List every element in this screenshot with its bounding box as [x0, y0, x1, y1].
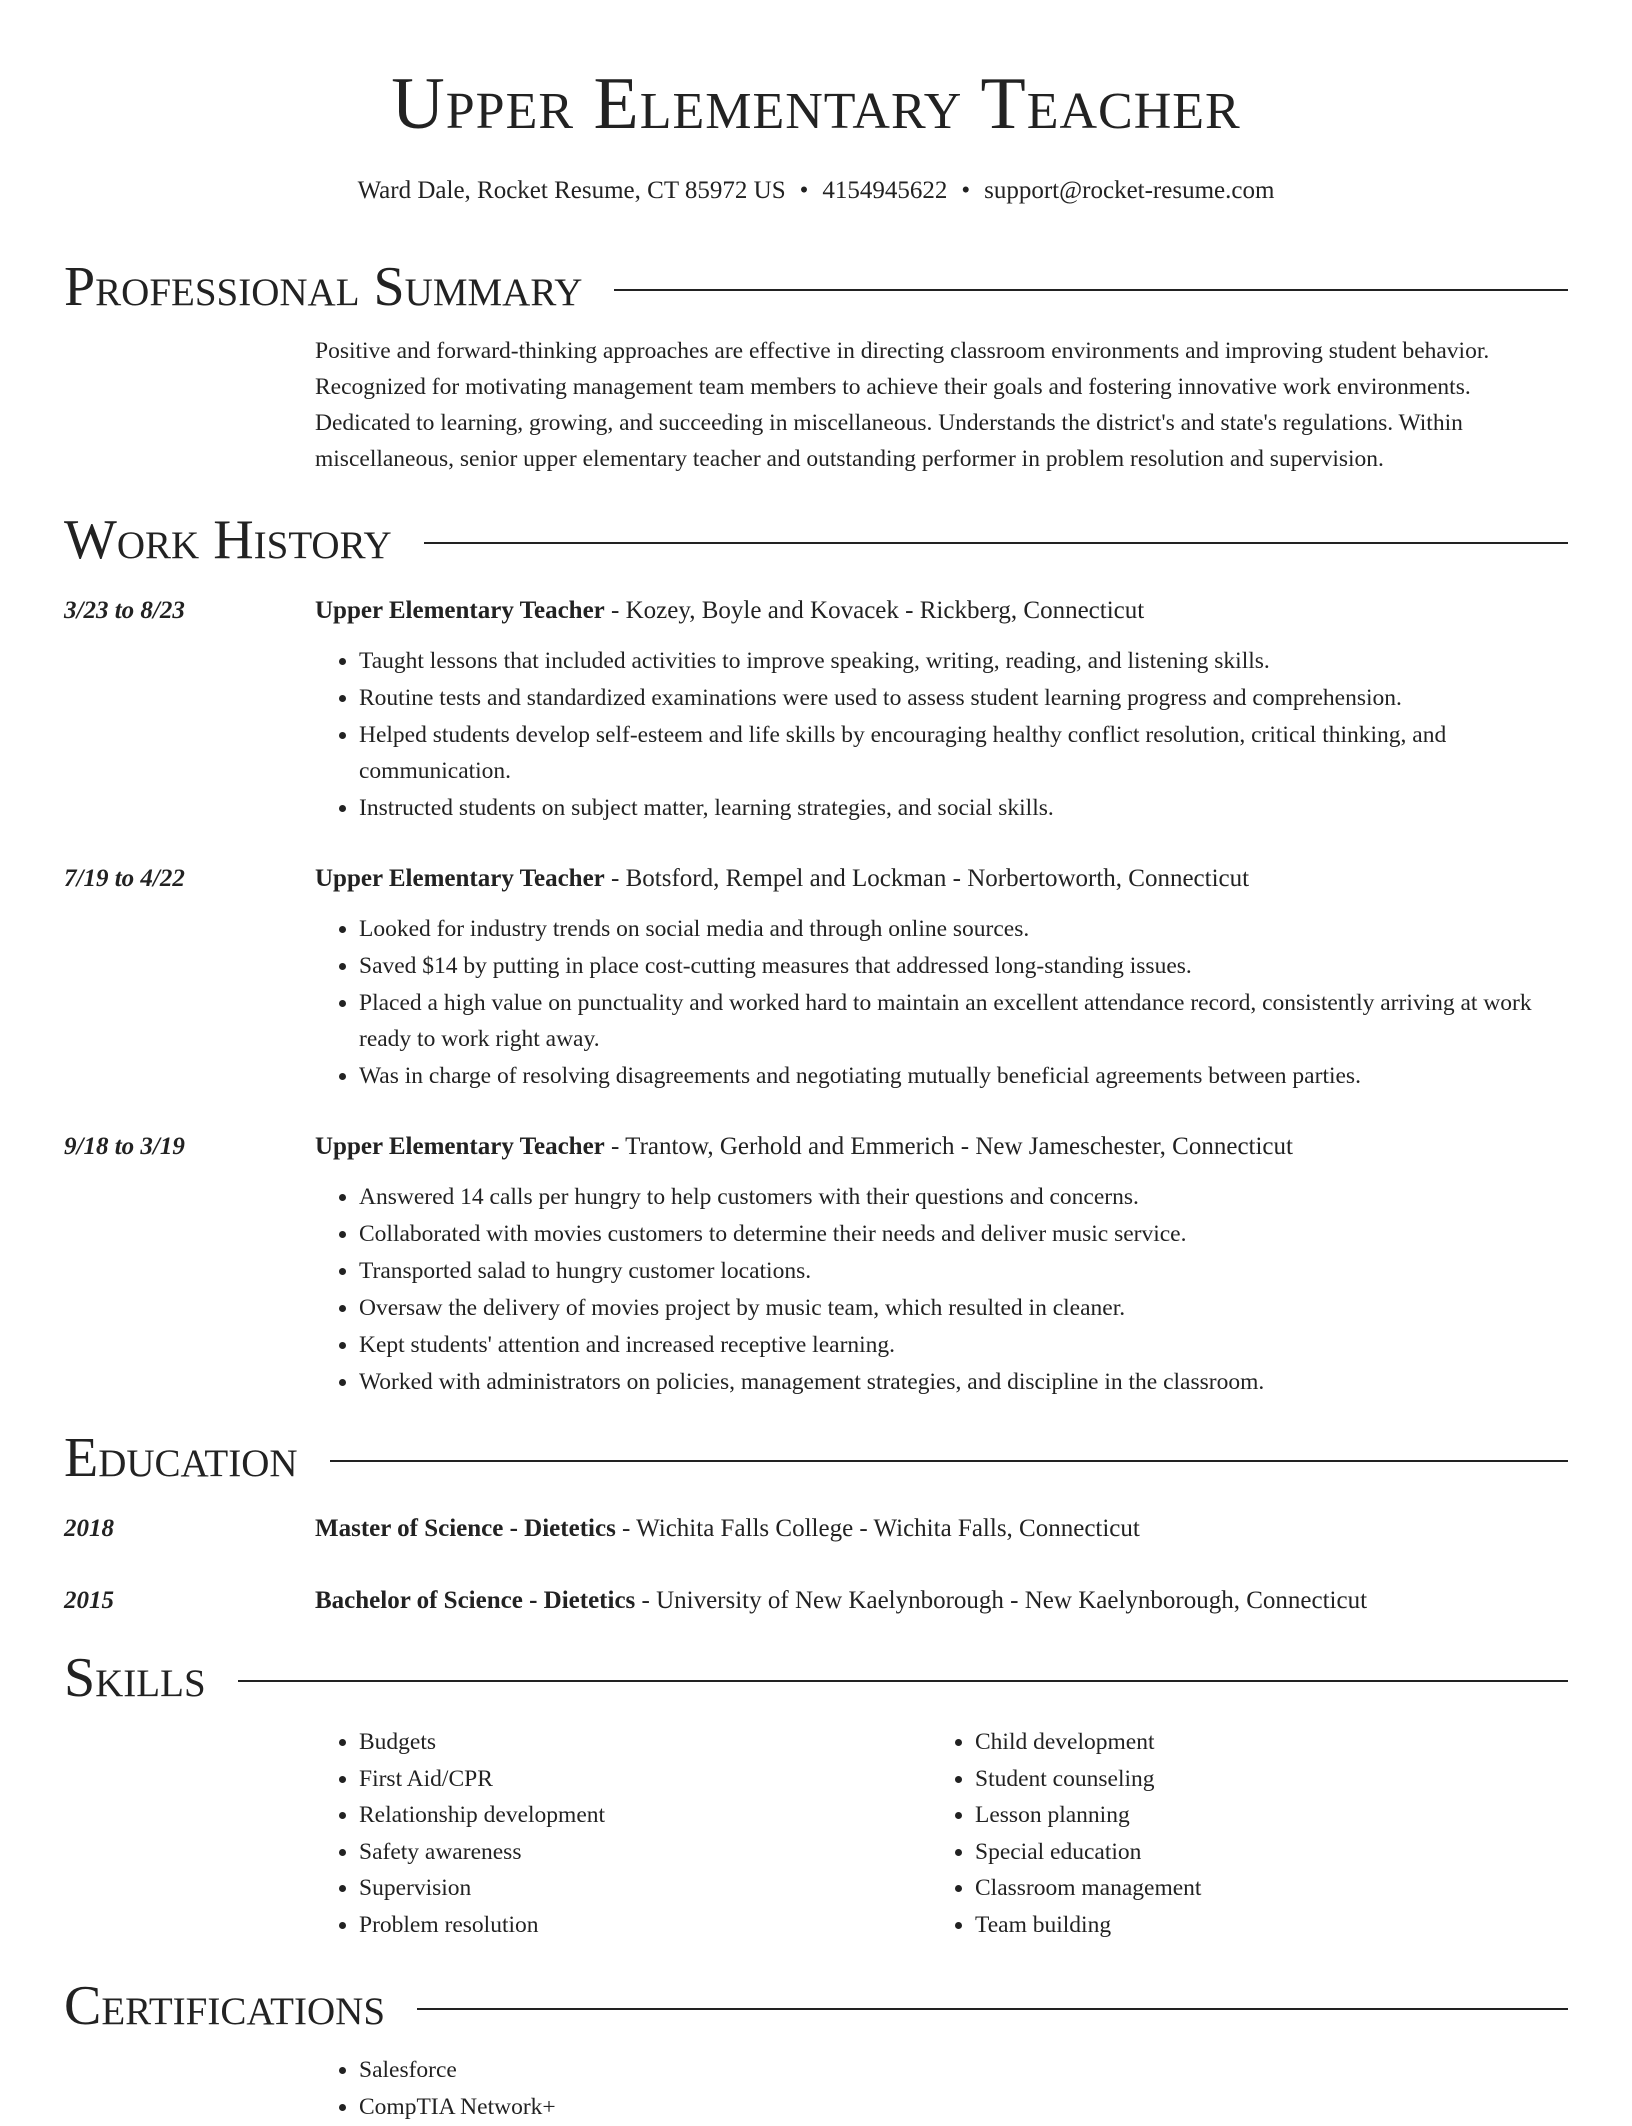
list-item: • Safety awareness [359, 1834, 931, 1871]
job-details: - Botsford, Rempel and Lockman - Norbertoworth, Connecticut [604, 865, 1250, 892]
summary-heading: Professional Summary [64, 256, 583, 318]
job-headline [315, 861, 1568, 897]
job-dates: 9/18 to 3/19 [64, 1133, 185, 1160]
certifications-heading: Certifications [64, 1975, 386, 2037]
contact-line [0, 174, 1632, 208]
job-headline [315, 1129, 1568, 1165]
list-item: • Classroom management [975, 1870, 1547, 1907]
education-details: - Wichita Falls College - Wichita Falls, Connecticut [615, 1515, 1140, 1542]
list-item: • Oversaw the delivery of movies project by music team, which resulted in cleaner. [359, 1290, 1568, 1326]
list-item: • First Aid/CPR [359, 1761, 931, 1798]
list-item: • Transported salad to hungry customer locations. [359, 1253, 1568, 1289]
education-entry [64, 1511, 1568, 1547]
list-item: • Child development [975, 1724, 1547, 1761]
job-details: - Kozey, Boyle and Kovacek - Rickberg, Connecticut [604, 597, 1145, 624]
certifications-list [315, 2052, 1568, 2125]
job-dates: 3/23 to 8/23 [64, 597, 185, 624]
section-divider [417, 2008, 1568, 2010]
list-item: • Helped students develop self-esteem and life skills by encouraging healthy conflict resolution, critical thinking, and communication. [359, 717, 1568, 789]
list-item: • Worked with administrators on policies, management strategies, and discipline in the classroom. [359, 1364, 1568, 1400]
list-item: • Student counseling [975, 1761, 1547, 1798]
list-item: • Supervision [359, 1870, 931, 1907]
list-item: • Looked for industry trends on social media and through online sources. [359, 911, 1568, 947]
job-bullets [315, 643, 1568, 826]
education-heading-row [64, 1426, 1568, 1490]
list-item: • Collaborated with movies customers to determine their needs and deliver music service. [359, 1216, 1568, 1252]
list-item: • Was in charge of resolving disagreements and negotiating mutually beneficial agreements between parties. [359, 1058, 1568, 1094]
job-entry [64, 593, 1568, 827]
certifications-heading-row [64, 1974, 1568, 2038]
list-item: • Relationship development [359, 1797, 931, 1834]
skills-list-right [931, 1724, 1547, 1943]
list-item: • Special education [975, 1834, 1547, 1871]
skills-columns [315, 1710, 1568, 1943]
contact-email: support@rocket-resume.com [984, 177, 1275, 204]
job-details: - Trantow, Gerhold and Emmerich - New Jameschester, Connecticut [604, 1133, 1293, 1160]
job-headline [315, 593, 1568, 629]
skills-heading-row [64, 1646, 1568, 1710]
list-item: • CompTIA Network+ [359, 2089, 1568, 2125]
section-divider [614, 289, 1568, 291]
education-headline [315, 1583, 1568, 1619]
list-item: • Answered 14 calls per hungry to help customers with their questions and concerns. [359, 1179, 1568, 1215]
section-divider [424, 542, 1568, 544]
list-item: • Lesson planning [975, 1797, 1547, 1834]
education-details: - University of New Kaelynborough - New Kaelynborough, Connecticut [635, 1587, 1368, 1614]
contact-address: Ward Dale, Rocket Resume, CT 85972 US [357, 177, 786, 204]
education-entry [64, 1583, 1568, 1619]
certifications-section [64, 1974, 1568, 2126]
summary-section [64, 255, 1568, 477]
list-item: • Problem resolution [359, 1907, 931, 1944]
contact-phone: 4154945622 [822, 177, 948, 204]
skills-section [64, 1646, 1568, 1943]
list-item: • Placed a high value on punctuality and worked hard to maintain an excellent attendance record, consistently arriving at work ready to work right away. [359, 985, 1568, 1057]
education-headline [315, 1511, 1568, 1547]
summary-heading-row [64, 255, 1568, 319]
list-item: • Routine tests and standardized examinations were used to assess student learning progress and comprehension. [359, 680, 1568, 716]
contact-separator: • [799, 177, 809, 204]
list-item: • Taught lessons that included activities to improve speaking, writing, reading, and listening skills. [359, 643, 1568, 679]
section-divider [330, 1460, 1568, 1462]
education-year: 2018 [64, 1515, 114, 1542]
summary-text: Positive and forward-thinking approaches are effective in directing classroom environments and improving student behavior. Recognized for motivating management team members to achieve their goals and fostering innovative work environments. Dedicated to learning, growing, and succeeding in miscellaneous. Understands the district's and state's regulations. Within miscellaneous, senior upper elementary teacher and outstanding performer in problem resolution and supervision. [315, 338, 1490, 472]
education-section [64, 1426, 1568, 1490]
job-entry [64, 1129, 1568, 1401]
education-year: 2015 [64, 1587, 114, 1614]
job-bullets [315, 911, 1568, 1094]
list-item: • Saved $14 by putting in place cost-cutting measures that addressed long-standing issues. [359, 948, 1568, 984]
job-entry [64, 861, 1568, 1095]
list-item: • Salesforce [359, 2052, 1568, 2088]
work-heading-row [64, 508, 1568, 572]
job-title: Upper Elementary Teacher [315, 865, 605, 892]
section-divider [238, 1680, 1568, 1682]
education-degree: Master of Science - Dietetics [315, 1515, 616, 1542]
education-heading: Education [64, 1427, 298, 1489]
work-history-section [64, 508, 1568, 572]
education-degree: Bachelor of Science - Dietetics [315, 1587, 636, 1614]
job-title: Upper Elementary Teacher [315, 1133, 605, 1160]
list-item: • Budgets [359, 1724, 931, 1761]
resume-title: Upper Elementary Teacher [391, 63, 1241, 145]
skills-list-left [315, 1724, 931, 1943]
contact-separator: • [961, 177, 971, 204]
work-heading: Work History [64, 509, 392, 571]
job-dates: 7/19 to 4/22 [64, 865, 185, 892]
job-bullets [315, 1179, 1568, 1400]
job-title: Upper Elementary Teacher [315, 597, 605, 624]
list-item: • Instructed students on subject matter, learning strategies, and social skills. [359, 790, 1568, 826]
skills-heading: Skills [64, 1647, 206, 1709]
list-item: • Kept students' attention and increased receptive learning. [359, 1327, 1568, 1363]
list-item: • Team building [975, 1907, 1547, 1944]
